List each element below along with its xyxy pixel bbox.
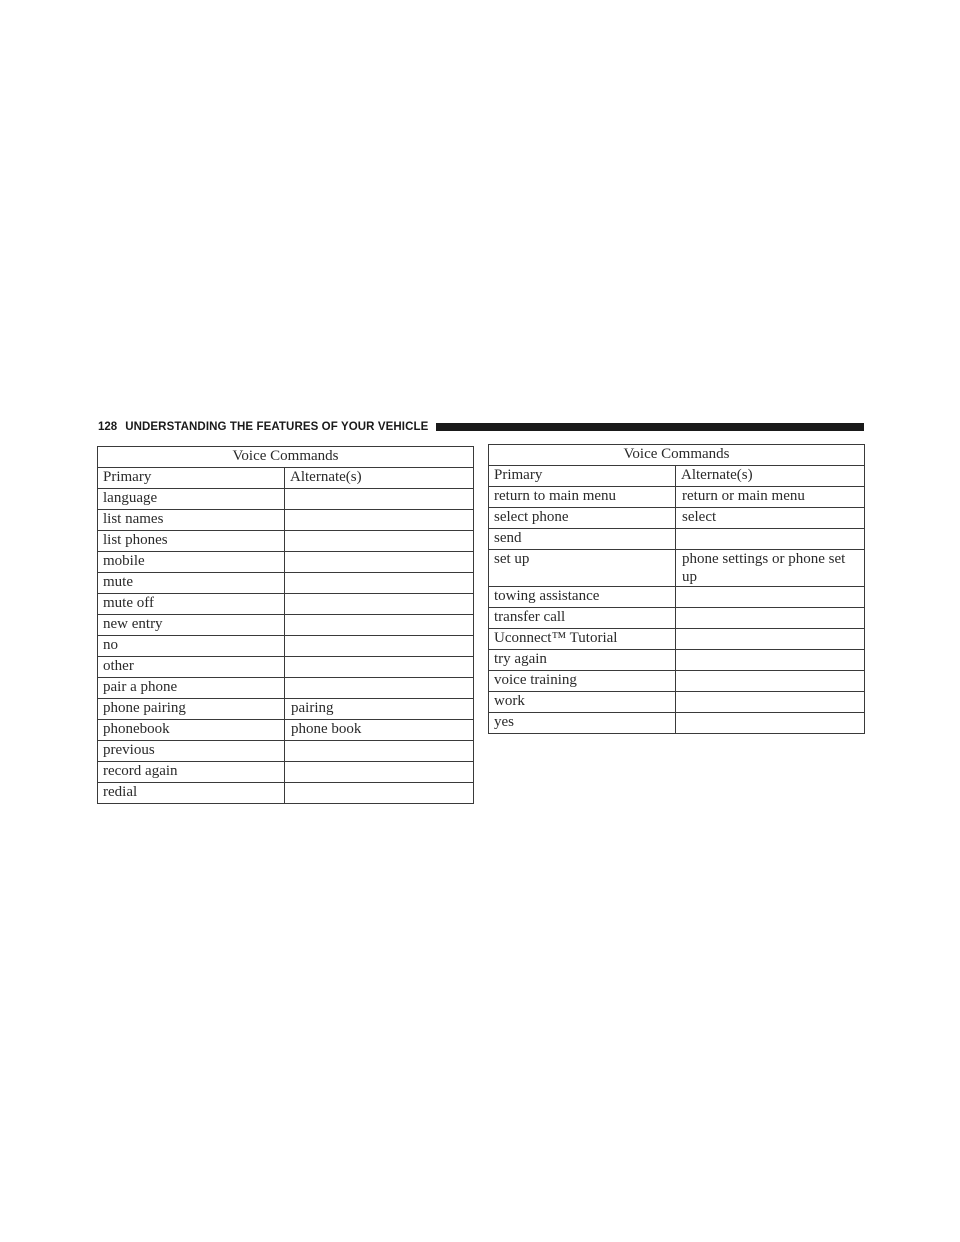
table-row bbox=[489, 650, 865, 671]
alternate-command-cell: phone book bbox=[285, 720, 474, 741]
alternate-command-cell bbox=[676, 629, 865, 650]
table-header-row bbox=[98, 468, 474, 489]
alternate-command-cell: phone settings or phone set up bbox=[676, 550, 865, 587]
table-row bbox=[98, 783, 474, 804]
table-row bbox=[489, 692, 865, 713]
alternate-command-cell bbox=[285, 573, 474, 594]
alternate-command-cell bbox=[285, 552, 474, 573]
table-row bbox=[98, 573, 474, 594]
table-row bbox=[489, 629, 865, 650]
primary-command-cell: send bbox=[489, 529, 676, 550]
alternate-command-cell bbox=[676, 529, 865, 550]
alternate-command-cell bbox=[285, 489, 474, 510]
table-row bbox=[489, 671, 865, 692]
column-header-alternate: Alternate(s) bbox=[285, 468, 474, 489]
primary-command-cell: phonebook bbox=[98, 720, 285, 741]
voice-commands-table-right bbox=[488, 444, 865, 734]
primary-command-cell: redial bbox=[98, 783, 285, 804]
primary-command-cell: voice training bbox=[489, 671, 676, 692]
table-row bbox=[489, 713, 865, 734]
table-row bbox=[98, 699, 474, 720]
table-body bbox=[489, 487, 865, 734]
table-caption: Voice Commands bbox=[98, 447, 474, 468]
alternate-command-cell bbox=[285, 762, 474, 783]
alternate-command-cell bbox=[285, 531, 474, 552]
table-row bbox=[98, 510, 474, 531]
alternate-command-cell bbox=[285, 657, 474, 678]
alternate-command-cell bbox=[285, 594, 474, 615]
primary-command-cell: language bbox=[98, 489, 285, 510]
primary-command-cell: no bbox=[98, 636, 285, 657]
alternate-command-cell bbox=[285, 636, 474, 657]
alternate-command-cell: select bbox=[676, 508, 865, 529]
primary-command-cell: list names bbox=[98, 510, 285, 531]
primary-command-cell: return to main menu bbox=[489, 487, 676, 508]
primary-command-cell: Uconnect™ Tutorial bbox=[489, 629, 676, 650]
primary-command-cell: transfer call bbox=[489, 608, 676, 629]
page-header bbox=[98, 418, 864, 436]
table-row bbox=[489, 508, 865, 529]
primary-command-cell: mute bbox=[98, 573, 285, 594]
primary-command-cell: record again bbox=[98, 762, 285, 783]
section-title: UNDERSTANDING THE FEATURES OF YOUR VEHICLE bbox=[125, 421, 429, 433]
table-row bbox=[489, 550, 865, 587]
primary-command-cell: other bbox=[98, 657, 285, 678]
primary-command-cell: set up bbox=[489, 550, 676, 587]
column-header-primary: Primary bbox=[489, 466, 676, 487]
primary-command-cell: pair a phone bbox=[98, 678, 285, 699]
table-row bbox=[489, 587, 865, 608]
table-row bbox=[98, 615, 474, 636]
primary-command-cell: yes bbox=[489, 713, 676, 734]
table-caption: Voice Commands bbox=[489, 445, 865, 466]
alternate-command-cell bbox=[676, 587, 865, 608]
voice-commands-table-left bbox=[97, 446, 474, 804]
alternate-command-cell bbox=[676, 608, 865, 629]
table-row bbox=[98, 741, 474, 762]
primary-command-cell: list phones bbox=[98, 531, 285, 552]
table-row bbox=[98, 594, 474, 615]
alternate-command-cell bbox=[676, 671, 865, 692]
table-caption-row bbox=[489, 445, 865, 466]
table-row bbox=[98, 531, 474, 552]
primary-command-cell: try again bbox=[489, 650, 676, 671]
table-row bbox=[98, 657, 474, 678]
primary-command-cell: new entry bbox=[98, 615, 285, 636]
table-row bbox=[98, 489, 474, 510]
alternate-command-cell: pairing bbox=[285, 699, 474, 720]
alternate-command-cell: return or main menu bbox=[676, 487, 865, 508]
alternate-command-cell bbox=[285, 615, 474, 636]
table-row bbox=[98, 762, 474, 783]
column-header-alternate: Alternate(s) bbox=[676, 466, 865, 487]
alternate-command-cell bbox=[676, 692, 865, 713]
table-row bbox=[98, 678, 474, 699]
alternate-command-cell bbox=[285, 678, 474, 699]
alternate-command-cell bbox=[285, 783, 474, 804]
column-header-primary: Primary bbox=[98, 468, 285, 489]
primary-command-cell: phone pairing bbox=[98, 699, 285, 720]
primary-command-cell: mute off bbox=[98, 594, 285, 615]
table-row bbox=[489, 487, 865, 508]
table-header-row bbox=[489, 466, 865, 487]
table-row bbox=[98, 552, 474, 573]
alternate-command-cell bbox=[676, 650, 865, 671]
alternate-command-cell bbox=[285, 741, 474, 762]
primary-command-cell: select phone bbox=[489, 508, 676, 529]
header-rule bbox=[436, 423, 864, 431]
alternate-command-cell bbox=[676, 713, 865, 734]
alternate-command-cell bbox=[285, 510, 474, 531]
table-row bbox=[489, 608, 865, 629]
table-caption-row bbox=[98, 447, 474, 468]
primary-command-cell: towing assistance bbox=[489, 587, 676, 608]
page-number: 128 bbox=[98, 421, 118, 433]
primary-command-cell: previous bbox=[98, 741, 285, 762]
table-row bbox=[489, 529, 865, 550]
table-row bbox=[98, 720, 474, 741]
table-body bbox=[98, 489, 474, 804]
primary-command-cell: mobile bbox=[98, 552, 285, 573]
table-row bbox=[98, 636, 474, 657]
primary-command-cell: work bbox=[489, 692, 676, 713]
